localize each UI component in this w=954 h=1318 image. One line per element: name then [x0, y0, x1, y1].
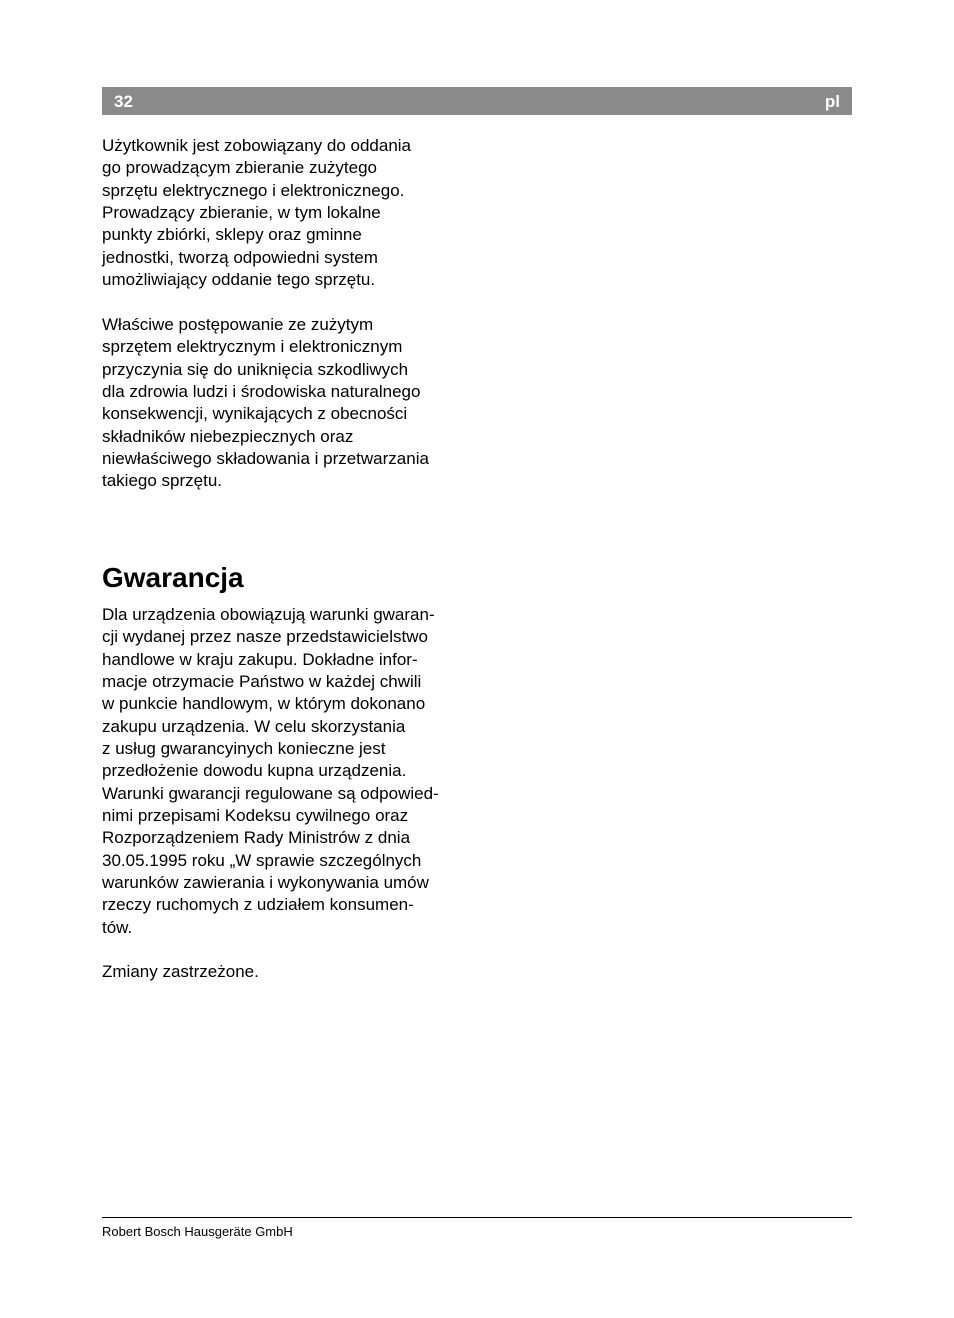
text-line: w punkcie handlowym, w którym dokonano — [102, 694, 426, 714]
text-line: Prowadzący zbieranie, w tym lokalne — [102, 203, 381, 223]
text-line: Warunki gwarancji regulowane są odpowied- — [102, 783, 439, 803]
text-line: Zmiany zastrzeżone. — [102, 962, 259, 981]
text-line: Rozporządzeniem Rady Ministrów z dnia — [102, 828, 411, 848]
text-line: handlowe w kraju zakupu. Dokładne infor- — [102, 649, 418, 669]
language-code: pl — [824, 92, 840, 111]
text-line: składników niebezpiecznych oraz — [102, 426, 354, 446]
page-number: 32 — [114, 92, 133, 111]
disposal-paragraph-2 — [102, 314, 472, 493]
text-line: 30.05.1995 roku „W sprawie szczególnych — [102, 850, 422, 870]
text-line: punkty zbiórki, sklepy oraz gminne — [102, 225, 362, 245]
text-line: Użytkownik jest zobowiązany do oddania — [102, 136, 412, 155]
text-line: przyczynia się do uniknięcia szkodliwych — [102, 359, 409, 379]
footer-company: Robert Bosch Hausgeräte GmbH — [102, 1224, 293, 1239]
text-line: jednostki, tworzą odpowiedni system — [102, 247, 378, 267]
text-line: cji wydanej przez nasze przedstawicielstwo — [102, 627, 428, 647]
changes-note — [102, 961, 472, 983]
text-line: przedłożenie dowodu kupna urządzenia. — [102, 761, 407, 781]
page-header-bar — [102, 87, 852, 115]
text-line: takiego sprzętu. — [102, 471, 223, 491]
text-line: tów. — [102, 917, 133, 937]
text-line: nimi przepisami Kodeksu cywilnego oraz — [102, 806, 409, 826]
text-line: rzeczy ruchomych z udziałem konsumen- — [102, 895, 414, 915]
text-line: umożliwiający oddanie tego sprzętu. — [102, 270, 376, 290]
text-line: Dla urządzenia obowiązują warunki gwaran- — [102, 605, 435, 624]
footer-divider — [102, 1217, 852, 1218]
text-line: go prowadzącym zbieranie zużytego — [102, 158, 377, 178]
text-line: zakupu urządzenia. W celu skorzystania — [102, 716, 406, 736]
text-line: macje otrzymacie Państwo w każdej chwili — [102, 672, 422, 692]
warranty-heading: Gwarancja — [102, 562, 244, 593]
text-line: z usług gwarancyinych konieczne jest — [102, 739, 386, 759]
warranty-paragraph — [102, 604, 472, 939]
text-line: sprzętem elektrycznym i elektronicznym — [102, 337, 403, 357]
disposal-paragraph-1 — [102, 135, 472, 291]
text-line: konsekwencji, wynikających z obecności — [102, 404, 408, 424]
text-line: sprzętu elektrycznego i elektronicznego. — [102, 180, 405, 200]
text-line: Właściwe postępowanie ze zużytym — [102, 315, 374, 334]
text-line: dla zdrowia ludzi i środowiska naturalnego — [102, 382, 421, 402]
text-line: warunków zawierania i wykonywania umów — [102, 873, 429, 893]
text-line: niewłaściwego składowania i przetwarzania — [102, 449, 429, 469]
